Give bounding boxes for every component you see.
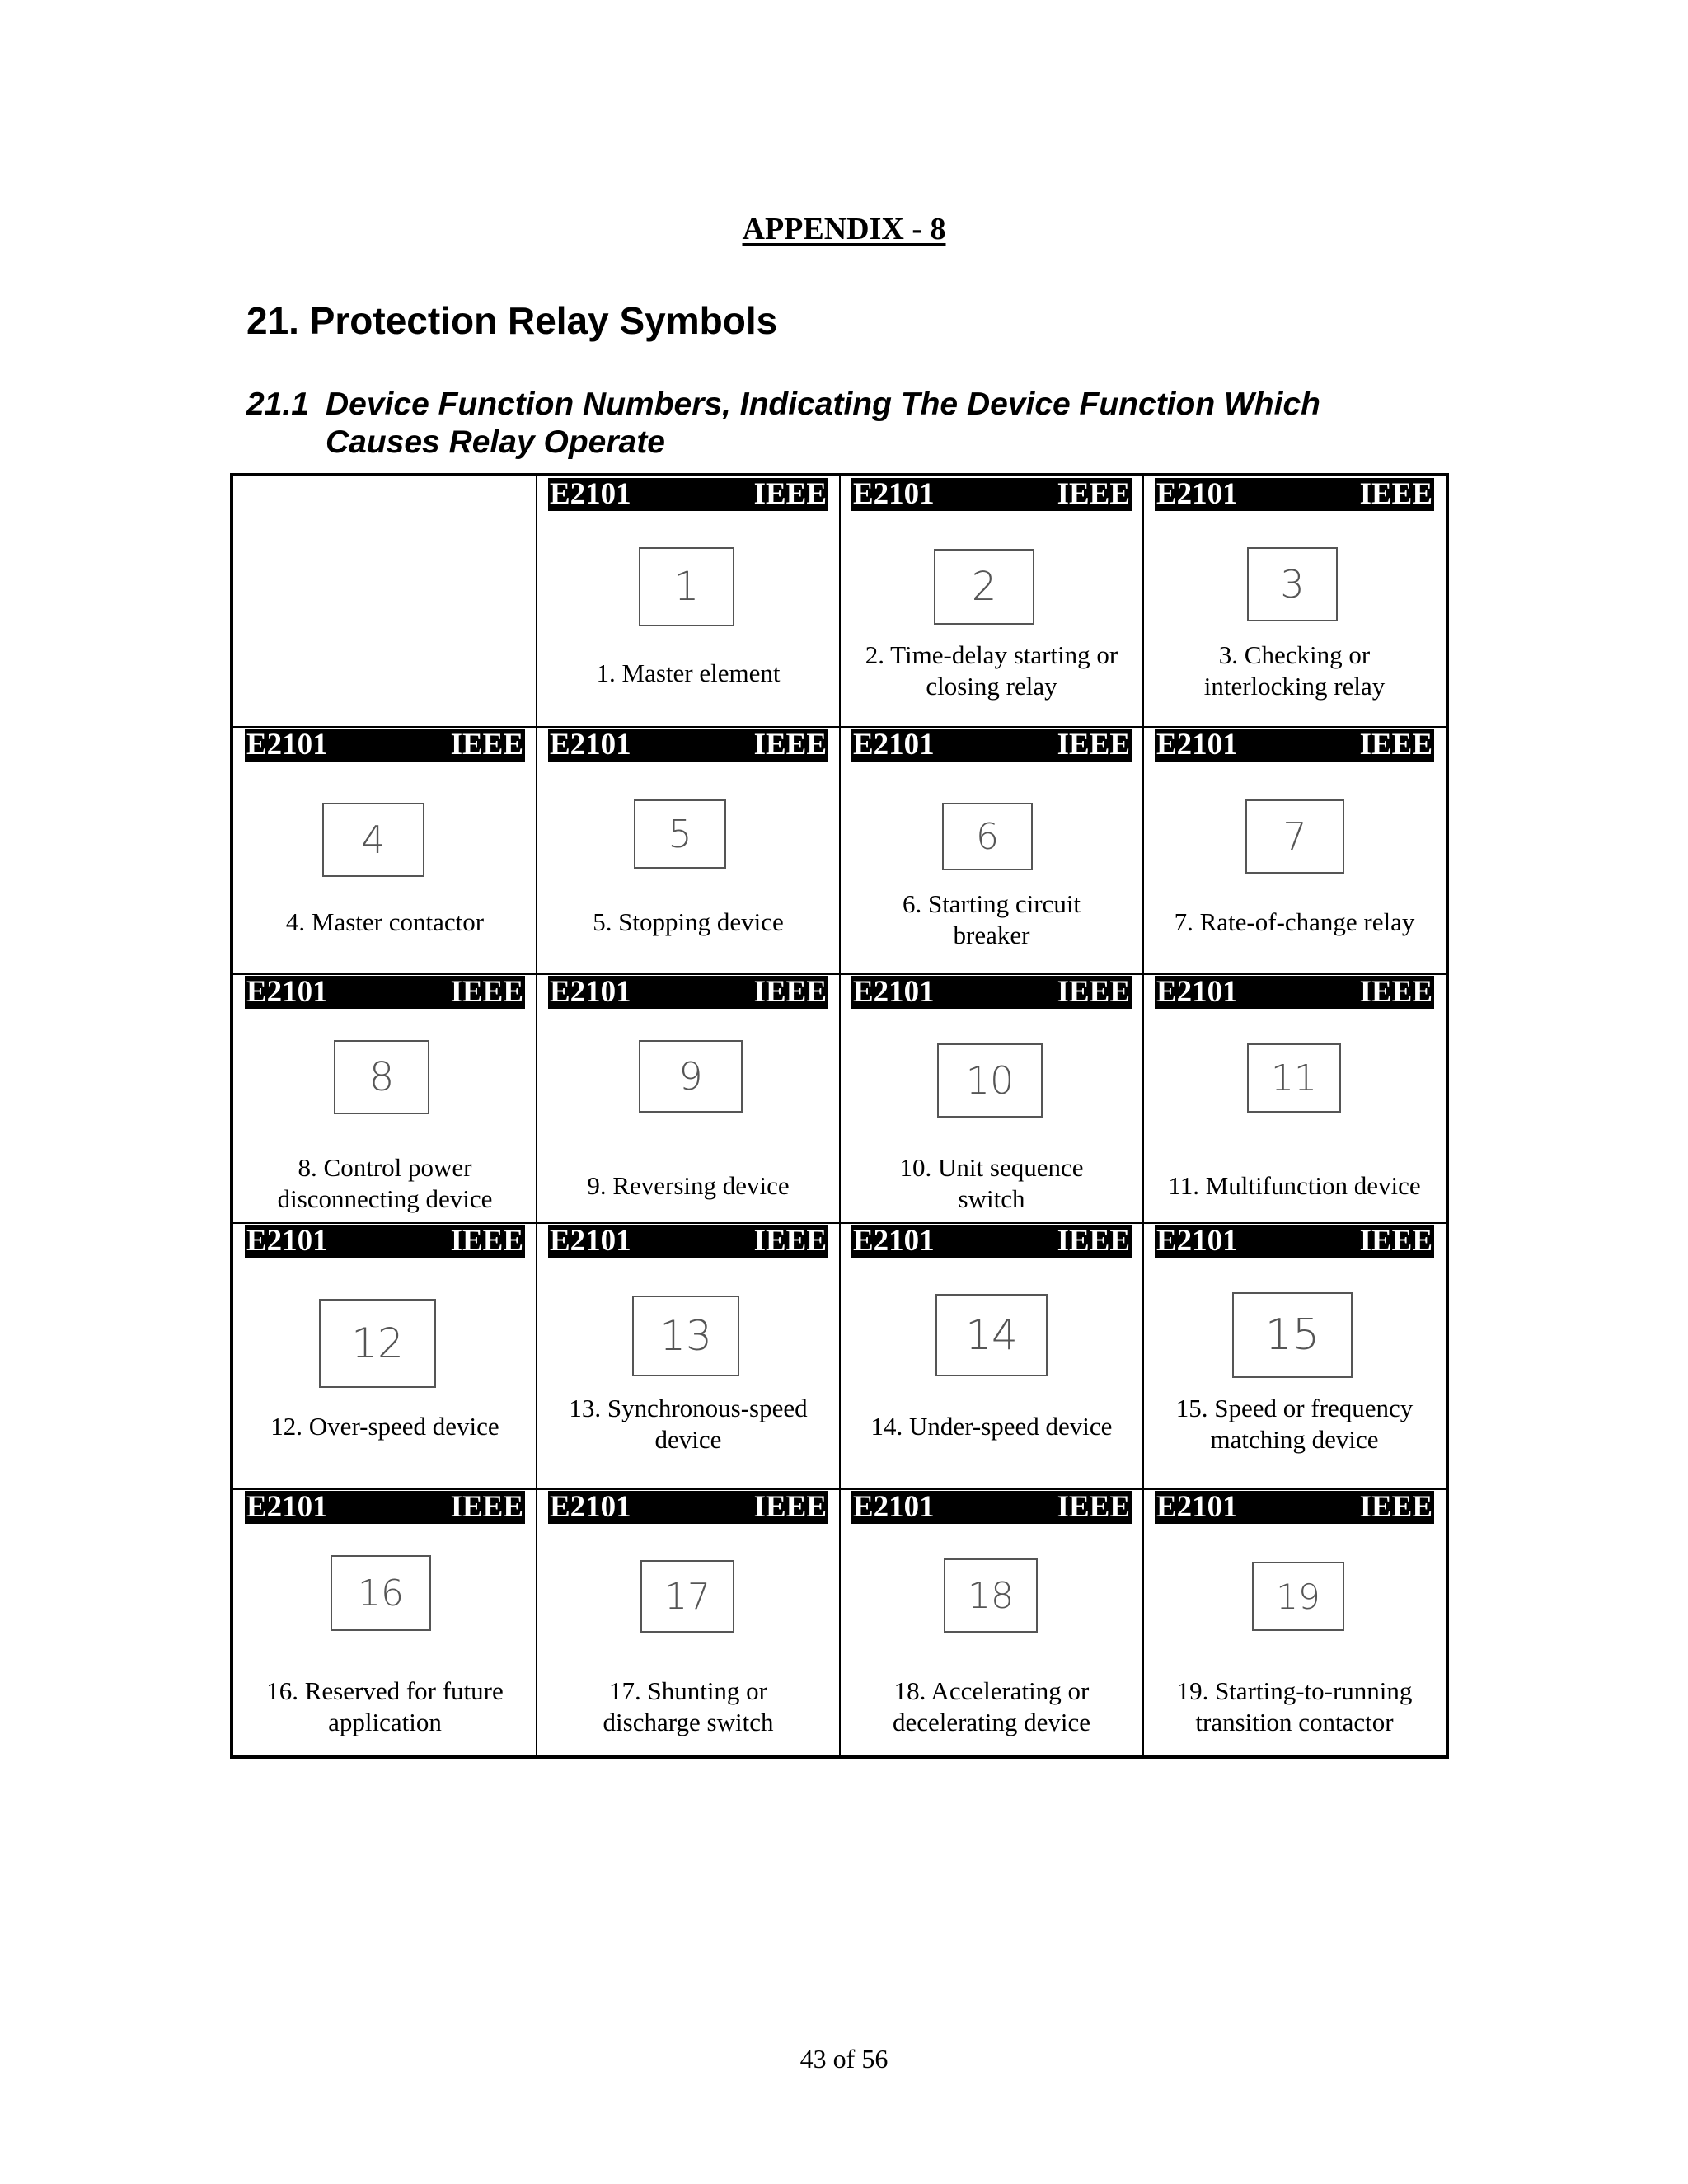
header-code: E2101 xyxy=(246,975,328,1009)
header-standard: IEEE xyxy=(1359,477,1432,511)
device-cell xyxy=(233,1489,537,1755)
device-caption-line: decelerating device xyxy=(892,1708,1091,1736)
device-caption-line: 9. Reversing device xyxy=(587,1171,790,1200)
cell-header-bar xyxy=(851,976,1132,1009)
relay-symbol-box: 17 xyxy=(640,1560,734,1633)
relay-symbol-box: 19 xyxy=(1252,1562,1344,1631)
device-caption xyxy=(553,907,823,938)
device-caption-line: 3. Checking or xyxy=(1218,640,1371,669)
device-caption xyxy=(553,658,823,689)
device-caption-line: 17. Shunting or xyxy=(608,1676,768,1705)
device-cell xyxy=(1143,1489,1446,1755)
header-code: E2101 xyxy=(853,975,935,1009)
subsection-title-line-2: Causes Relay Operate xyxy=(326,424,665,460)
header-standard: IEEE xyxy=(753,975,827,1009)
cell-header-bar xyxy=(548,729,828,762)
relay-symbol-box: 4 xyxy=(322,803,424,877)
relay-symbol-box: 10 xyxy=(937,1043,1043,1118)
device-caption xyxy=(1160,1393,1429,1455)
header-code: E2101 xyxy=(1156,728,1238,762)
header-code: E2101 xyxy=(246,728,328,762)
cell-header-bar xyxy=(548,976,828,1009)
header-standard: IEEE xyxy=(450,975,523,1009)
header-code: E2101 xyxy=(246,1490,328,1524)
header-code: E2101 xyxy=(1156,1490,1238,1524)
subsection-title-line-1: Device Function Numbers, Indicating The Device Function Which xyxy=(326,387,1320,422)
device-caption xyxy=(250,1675,520,1738)
header-standard: IEEE xyxy=(1057,975,1130,1009)
relay-symbol-box: 2 xyxy=(934,549,1034,625)
header-standard: IEEE xyxy=(753,728,827,762)
relay-symbol-box: 16 xyxy=(331,1555,431,1631)
device-caption-line: closing relay xyxy=(926,672,1057,701)
device-caption-line: 18. Accelerating or xyxy=(893,1676,1090,1705)
header-code: E2101 xyxy=(853,728,935,762)
header-standard: IEEE xyxy=(1057,1490,1130,1524)
device-caption-line: 7. Rate-of-change relay xyxy=(1174,907,1415,936)
header-standard: IEEE xyxy=(1359,1224,1432,1258)
device-caption xyxy=(250,907,520,938)
relay-symbol-box: 7 xyxy=(1245,799,1344,874)
device-cell xyxy=(537,1489,840,1755)
relay-symbol-box: 15 xyxy=(1232,1292,1353,1378)
device-caption xyxy=(250,1411,520,1442)
device-cell xyxy=(1143,974,1446,1223)
header-standard: IEEE xyxy=(1057,728,1130,762)
cell-header-bar xyxy=(851,1491,1132,1524)
cell-header-bar xyxy=(1155,976,1434,1009)
device-cell xyxy=(840,1223,1143,1489)
device-caption-line: 1. Master element xyxy=(596,658,781,687)
relay-symbol-box: 6 xyxy=(942,803,1033,870)
relay-symbol-box: 14 xyxy=(935,1294,1048,1376)
device-cell xyxy=(233,1223,537,1489)
device-caption-line: 8. Control power xyxy=(298,1153,472,1182)
header-code: E2101 xyxy=(853,1490,935,1524)
device-caption-line: switch xyxy=(958,1184,1025,1213)
header-standard: IEEE xyxy=(753,477,827,511)
relay-symbol-box: 18 xyxy=(944,1558,1038,1633)
header-code: E2101 xyxy=(550,1490,631,1524)
relay-symbol-box: 12 xyxy=(319,1299,436,1388)
device-cell xyxy=(233,727,537,974)
device-caption-line: 13. Synchronous-speed xyxy=(569,1394,808,1422)
device-caption xyxy=(553,1170,823,1202)
device-caption-line: 14. Under-speed device xyxy=(870,1412,1113,1441)
device-caption xyxy=(553,1393,823,1455)
device-cell xyxy=(1143,1223,1446,1489)
device-caption-line: matching device xyxy=(1210,1425,1379,1454)
cell-header-bar xyxy=(1155,1225,1434,1258)
subsection-title xyxy=(326,386,1320,462)
subsection-number: 21.1 xyxy=(246,387,309,422)
device-caption-line: 15. Speed or frequency xyxy=(1175,1394,1414,1422)
appendix-title: APPENDIX - 8 xyxy=(742,212,946,246)
header-standard: IEEE xyxy=(1057,1224,1130,1258)
device-caption-line: 10. Unit sequence xyxy=(899,1153,1084,1182)
device-cell xyxy=(537,476,840,727)
cell-header-bar xyxy=(851,1225,1132,1258)
device-caption-line: 4. Master contactor xyxy=(285,907,485,936)
device-caption xyxy=(1160,1675,1429,1738)
cell-header-bar xyxy=(548,478,828,511)
device-caption-line: discharge switch xyxy=(603,1708,774,1736)
cell-header-bar xyxy=(245,729,525,762)
device-cell xyxy=(1143,727,1446,974)
device-caption-line: application xyxy=(328,1708,442,1736)
device-caption-line: device xyxy=(654,1425,722,1454)
header-standard: IEEE xyxy=(450,1490,523,1524)
device-caption-line: 6. Starting circuit xyxy=(902,889,1081,918)
device-caption xyxy=(1160,640,1429,702)
device-caption-line: 12. Over-speed device xyxy=(270,1412,499,1441)
device-caption-line: 2. Time-delay starting or xyxy=(865,640,1118,669)
device-cell xyxy=(840,1489,1143,1755)
device-caption xyxy=(856,640,1127,702)
header-code: E2101 xyxy=(550,975,631,1009)
cell-header-bar xyxy=(548,1491,828,1524)
device-caption-line: 5. Stopping device xyxy=(593,907,784,936)
cell-header-bar xyxy=(851,729,1132,762)
header-code: E2101 xyxy=(550,477,631,511)
cell-header-bar xyxy=(245,976,525,1009)
device-caption xyxy=(553,1675,823,1738)
header-standard: IEEE xyxy=(753,1224,827,1258)
cell-header-bar xyxy=(1155,478,1434,511)
device-caption-line: transition contactor xyxy=(1195,1708,1394,1736)
device-cell xyxy=(840,727,1143,974)
device-caption xyxy=(1160,1170,1429,1202)
device-cell xyxy=(840,974,1143,1223)
relay-symbol-box: 5 xyxy=(634,799,726,869)
device-caption-line: breaker xyxy=(953,921,1030,949)
device-caption xyxy=(856,888,1127,951)
header-code: E2101 xyxy=(550,1224,631,1258)
header-standard: IEEE xyxy=(1057,477,1130,511)
header-code: E2101 xyxy=(550,728,631,762)
header-code: E2101 xyxy=(1156,975,1238,1009)
device-caption-line: disconnecting device xyxy=(277,1184,493,1213)
header-standard: IEEE xyxy=(450,1224,523,1258)
device-caption-line: 11. Multifunction device xyxy=(1168,1171,1421,1200)
header-code: E2101 xyxy=(853,1224,935,1258)
cell-header-bar xyxy=(1155,729,1434,762)
device-caption-line: 16. Reserved for future xyxy=(266,1676,504,1705)
relay-symbol-box: 8 xyxy=(334,1040,429,1114)
device-cell xyxy=(537,974,840,1223)
header-standard: IEEE xyxy=(450,728,523,762)
cell-header-bar xyxy=(548,1225,828,1258)
device-cell xyxy=(233,974,537,1223)
device-caption xyxy=(856,1675,1127,1738)
device-cell xyxy=(537,1223,840,1489)
relay-symbol-box: 13 xyxy=(632,1296,739,1376)
header-standard: IEEE xyxy=(753,1490,827,1524)
header-standard: IEEE xyxy=(1359,975,1432,1009)
device-caption xyxy=(250,1152,520,1215)
device-cell xyxy=(840,476,1143,727)
header-code: E2101 xyxy=(1156,477,1238,511)
device-caption-line: 19. Starting-to-running xyxy=(1176,1676,1413,1705)
relay-symbol-box: 1 xyxy=(639,547,734,626)
device-cell xyxy=(537,727,840,974)
section-heading: 21. Protection Relay Symbols xyxy=(246,299,778,342)
header-code: E2101 xyxy=(1156,1224,1238,1258)
device-caption xyxy=(856,1152,1127,1215)
relay-symbol-box: 3 xyxy=(1247,547,1338,621)
cell-header-bar xyxy=(245,1491,525,1524)
header-code: E2101 xyxy=(246,1224,328,1258)
device-caption xyxy=(1160,907,1429,938)
cell-header-bar xyxy=(1155,1491,1434,1524)
page-number: 43 of 56 xyxy=(799,2044,889,2074)
header-standard: IEEE xyxy=(1359,728,1432,762)
relay-symbol-box: 9 xyxy=(639,1040,743,1113)
header-standard: IEEE xyxy=(1359,1490,1432,1524)
cell-header-bar xyxy=(851,478,1132,511)
header-code: E2101 xyxy=(853,477,935,511)
relay-symbol-box: 11 xyxy=(1247,1043,1341,1113)
relay-symbol-table xyxy=(230,473,1449,1759)
device-caption-line: interlocking relay xyxy=(1203,672,1386,701)
device-cell xyxy=(1143,476,1446,727)
cell-header-bar xyxy=(245,1225,525,1258)
device-caption xyxy=(856,1411,1127,1442)
